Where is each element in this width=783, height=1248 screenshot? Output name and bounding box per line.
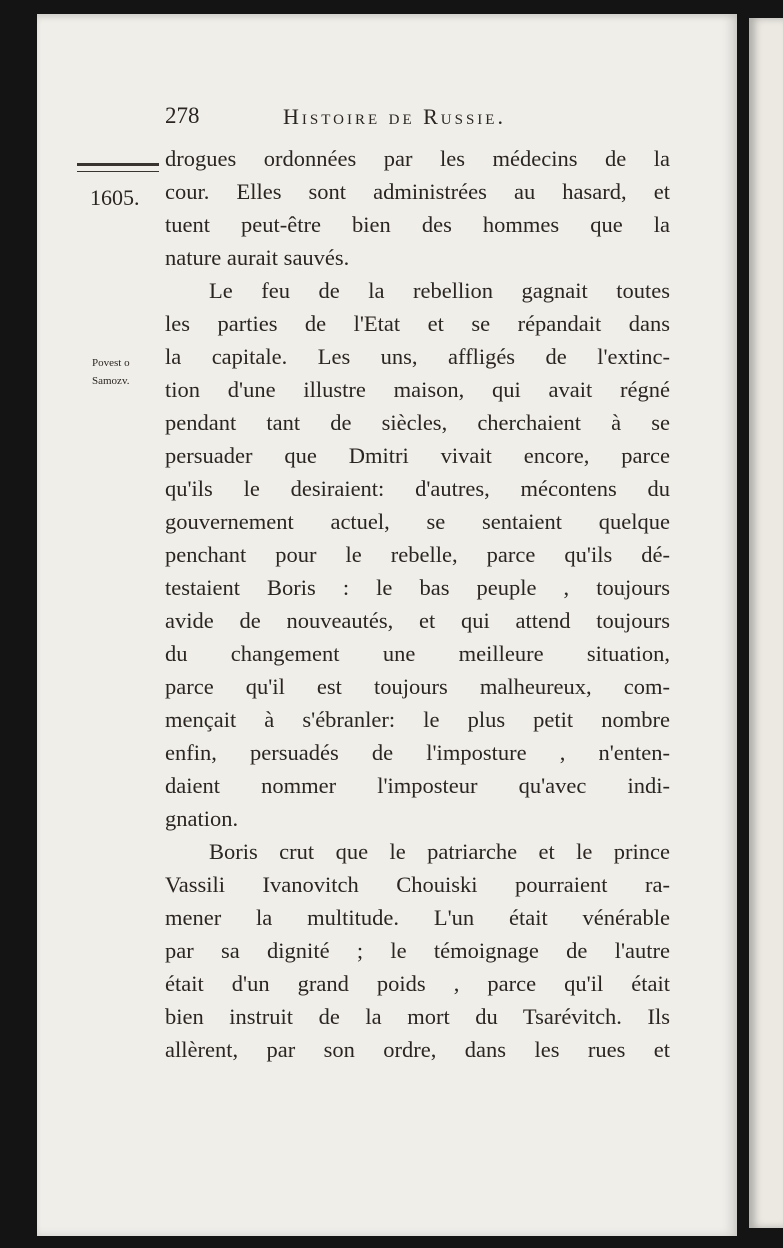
text-line: Le feu de la rebellion gagnait toutes: [209, 278, 670, 303]
text-line: était d'un grand poids , parce qu'il était: [165, 971, 670, 996]
text-line: daient nommer l'imposteur qu'avec indi-: [165, 773, 670, 798]
text-line: gouvernement actuel, se sentaient quelque: [165, 509, 670, 534]
text-line: la capitale. Les uns, affligés de l'extinc-: [165, 344, 670, 369]
text-line: persuader que Dmitri vivait encore, parce: [165, 443, 670, 468]
margin-note-source-title: Samozv.: [92, 375, 130, 387]
margin-note-source: Povest o: [92, 357, 130, 369]
text-line: Vassili Ivanovitch Chouiski pourraient ra-: [165, 872, 670, 897]
page-number: 278: [165, 103, 200, 128]
text-line: penchant pour le rebelle, parce qu'ils dé-: [165, 542, 670, 567]
text-line: enfin, persuadés de l'imposture , n'enten-: [165, 740, 670, 765]
text-line: avide de nouveautés, et qui attend toujours: [165, 608, 670, 633]
running-title: Histoire de Russie.: [283, 104, 506, 129]
text-line: tion d'une illustre maison, qui avait régné: [165, 377, 670, 402]
margin-rule: [77, 163, 159, 172]
text-line: tuent peut-être bien des hommes que la: [165, 212, 670, 237]
text-line: drogues ordonnées par les médecins de la: [165, 146, 670, 171]
margin-year: 1605.: [90, 185, 140, 210]
text-line: nature aurait sauvés.: [165, 245, 350, 270]
text-line: Boris crut que le patriarche et le prince: [209, 839, 670, 864]
text-line: par sa dignité ; le témoignage de l'autre: [165, 938, 670, 963]
page-header: [165, 103, 670, 139]
text-line: parce qu'il est toujours malheureux, com-: [165, 674, 670, 699]
text-line: allèrent, par son ordre, dans les rues et: [165, 1037, 670, 1062]
body-text: [165, 142, 670, 1066]
text-line: cour. Elles sont administrées au hasard, et: [165, 179, 670, 204]
text-line: du changement une meilleure situation,: [165, 641, 670, 666]
text-line: testaient Boris : le bas peuple , toujours: [165, 575, 670, 600]
text-line: les parties de l'Etat et se répandait dans: [165, 311, 670, 336]
text-line: qu'ils le desiraient: d'autres, mécontens du: [165, 476, 670, 501]
text-line: bien instruit de la mort du Tsarévitch. Ils: [165, 1004, 670, 1029]
next-page-edge: [749, 18, 783, 1228]
text-line: pendant tant de siècles, cherchaient à se: [165, 410, 670, 435]
text-line: mener la multitude. L'un était vénérable: [165, 905, 670, 930]
text-line: gnation.: [165, 806, 239, 831]
text-line: mençait à s'ébranler: le plus petit nombre: [165, 707, 670, 732]
